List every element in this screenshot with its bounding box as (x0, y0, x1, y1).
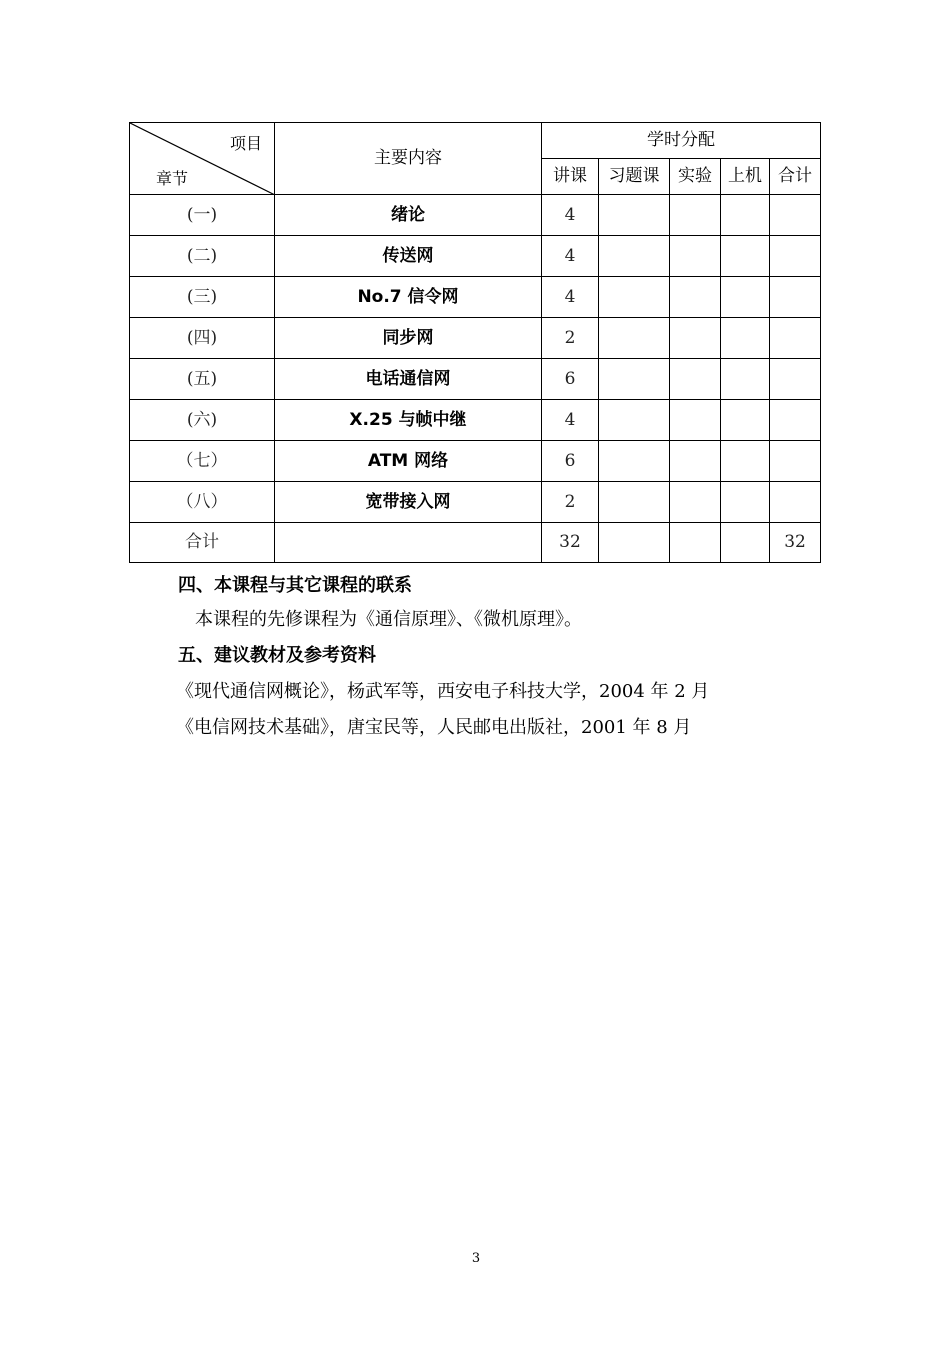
computer-cell (721, 482, 770, 523)
content-cell: 宽带接入网 (275, 482, 542, 523)
total-cell (770, 236, 821, 277)
corner-header-cell (130, 123, 275, 195)
table-row (130, 318, 821, 359)
content-cell (275, 523, 542, 563)
exercise-cell (599, 277, 670, 318)
chapter-cell: （八） (130, 482, 275, 523)
chapter-cell: (二) (130, 236, 275, 277)
total-row (130, 523, 821, 563)
subheader-total: 合计 (770, 159, 821, 195)
total-cell (770, 400, 821, 441)
table-row (130, 441, 821, 482)
computer-cell (721, 359, 770, 400)
reference-item: 《现代通信网概论》，杨武军等，西安电子科技大学，2004 年 2 月 (176, 681, 710, 702)
content-cell: 绪论 (275, 195, 542, 236)
subheader-exercise: 习题课 (599, 159, 670, 195)
lecture-cell: 4 (542, 400, 599, 441)
lecture-cell: 6 (542, 359, 599, 400)
lecture-total-cell: 32 (542, 523, 599, 563)
table-row (130, 277, 821, 318)
lab-cell (670, 400, 721, 441)
grand-total-cell: 32 (770, 523, 821, 563)
content-cell: X.25 与帧中继 (275, 400, 542, 441)
exercise-cell (599, 482, 670, 523)
table-row (130, 400, 821, 441)
corner-header-item: 项目 (229, 134, 262, 153)
chapter-cell: (五) (130, 359, 275, 400)
content-cell: 电话通信网 (275, 359, 542, 400)
lab-cell (670, 236, 721, 277)
table-row (130, 195, 821, 236)
lab-cell (670, 359, 721, 400)
subheader-lecture: 讲课 (542, 159, 599, 195)
table-row (130, 482, 821, 523)
exercise-cell (599, 236, 670, 277)
lecture-cell: 2 (542, 482, 599, 523)
table-row (130, 236, 821, 277)
lecture-cell: 4 (542, 236, 599, 277)
subheader-lab: 实验 (670, 159, 721, 195)
chapter-cell: (三) (130, 277, 275, 318)
page-number: 3 (471, 1251, 481, 1266)
exercise-cell (599, 318, 670, 359)
computer-cell (721, 236, 770, 277)
lab-cell (670, 277, 721, 318)
total-cell (770, 195, 821, 236)
lecture-cell: 2 (542, 318, 599, 359)
exercise-cell (599, 195, 670, 236)
lab-cell (670, 195, 721, 236)
table-row (130, 359, 821, 400)
total-cell (770, 441, 821, 482)
lab-cell (670, 441, 721, 482)
chapter-cell: (六) (130, 400, 275, 441)
total-cell (770, 318, 821, 359)
exercise-cell (599, 523, 670, 563)
total-label-cell: 合计 (130, 523, 275, 563)
lab-cell (670, 482, 721, 523)
corner-header-chapter: 章节 (156, 169, 189, 189)
computer-cell (721, 400, 770, 441)
computer-cell (721, 318, 770, 359)
lecture-cell: 4 (542, 195, 599, 236)
subheader-computer: 上机 (721, 159, 770, 195)
lecture-cell: 6 (542, 441, 599, 482)
lecture-cell: 4 (542, 277, 599, 318)
hours-allocation-table (129, 122, 821, 563)
section-5-heading: 五、建议教材及参考资料 (178, 645, 376, 666)
computer-cell (721, 195, 770, 236)
content-cell: ATM 网络 (275, 441, 542, 482)
content-cell: 传送网 (275, 236, 542, 277)
content-cell: 同步网 (275, 318, 542, 359)
total-cell (770, 277, 821, 318)
content-cell: No.7 信令网 (275, 277, 542, 318)
lab-cell (670, 318, 721, 359)
total-cell (770, 482, 821, 523)
section-4-text: 本课程的先修课程为《通信原理》、《微机原理》。 (195, 609, 582, 630)
chapter-cell: (四) (130, 318, 275, 359)
computer-cell (721, 277, 770, 318)
lab-cell (670, 523, 721, 563)
reference-item: 《电信网技术基础》，唐宝民等，人民邮电出版社，2001 年 8 月 (176, 717, 692, 738)
exercise-cell (599, 359, 670, 400)
chapter-cell: （七） (130, 441, 275, 482)
computer-cell (721, 523, 770, 563)
chapter-cell: (一) (130, 195, 275, 236)
total-cell (770, 359, 821, 400)
main-content-header: 主要内容 (275, 123, 542, 195)
computer-cell (721, 441, 770, 482)
hours-header: 学时分配 (542, 123, 821, 159)
section-4-heading: 四、本课程与其它课程的联系 (178, 575, 412, 596)
exercise-cell (599, 400, 670, 441)
exercise-cell (599, 441, 670, 482)
